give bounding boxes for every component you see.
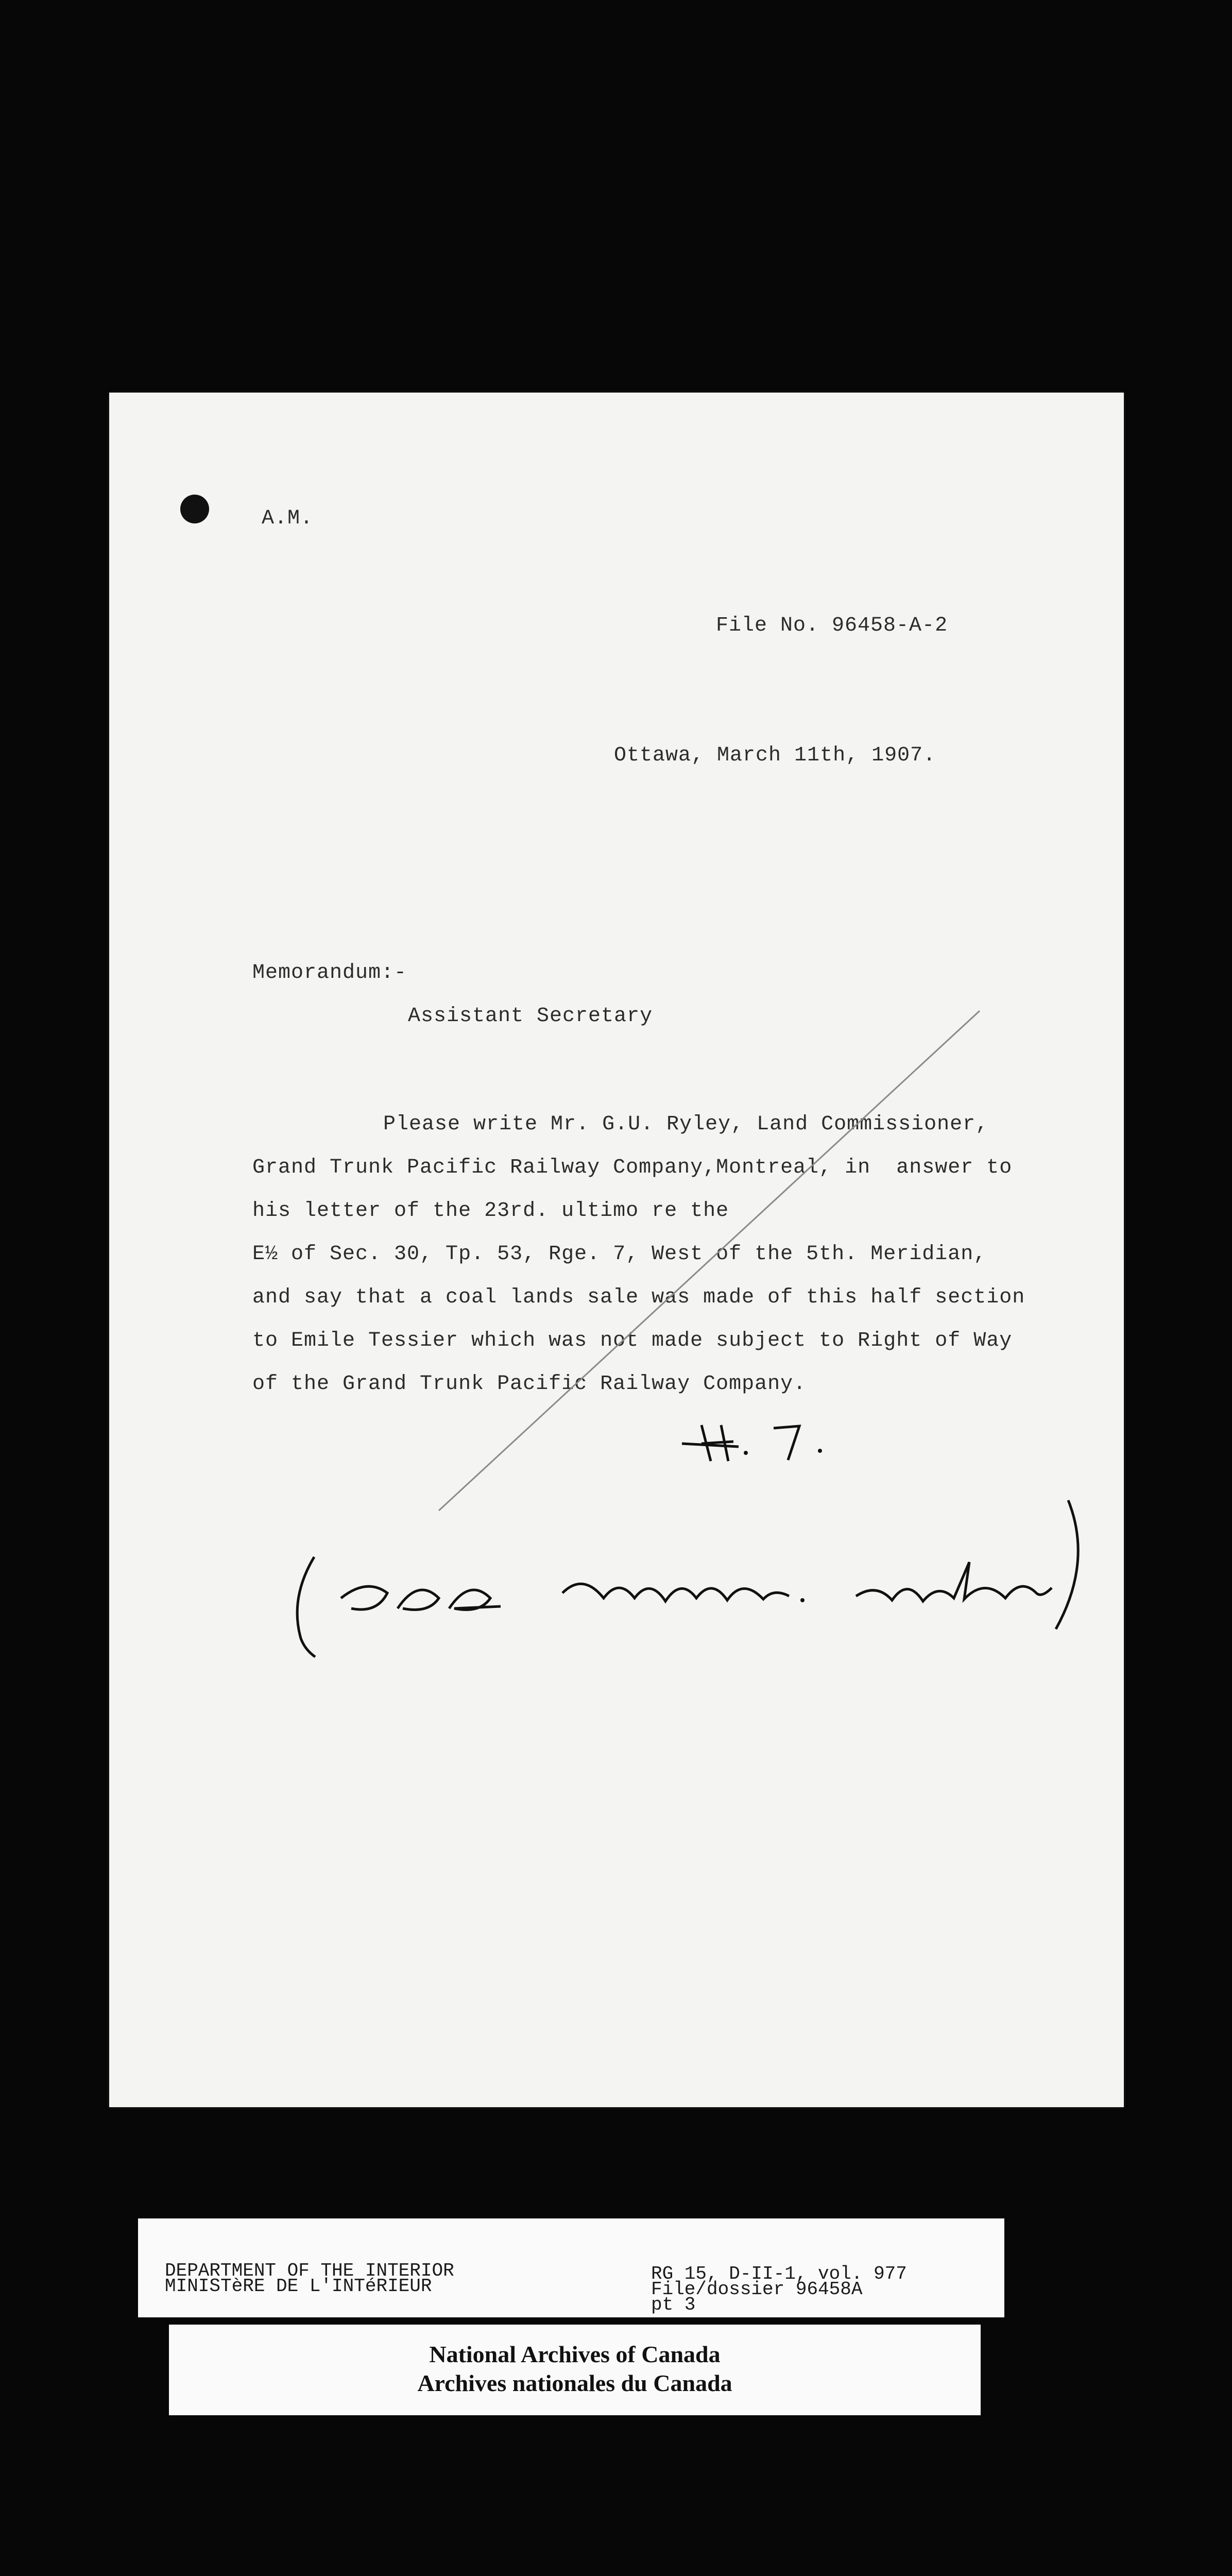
department-french: MINISTèRE DE L'INTéRIEUR (165, 2276, 432, 2297)
archive-name-english: National Archives of Canada (429, 2341, 721, 2367)
reference-line-1: RG 15, D-II-1, vol. 977 (651, 2263, 907, 2284)
body-line: Please write Mr. G.U. Ryley, Land Commissioner, (383, 1113, 989, 1136)
memo-page (109, 393, 1124, 2107)
reference-line-2: File/dossier 96458A (651, 2279, 863, 2300)
body-line: to Emile Tessier which was not made subject to Right of Way (252, 1329, 1013, 1352)
file-number: File No. 96458-A-2 (716, 614, 948, 637)
initials-header: A.M. (262, 507, 314, 530)
body-line: his letter of the 23rd. ultimo re the (252, 1199, 729, 1223)
body-line: E½ of Sec. 30, Tp. 53, Rge. 7, West of the 5th. Meridian, (252, 1243, 987, 1266)
body-line: and say that a coal lands sale was made of this half section (252, 1286, 1025, 1309)
body-line: Grand Trunk Pacific Railway Company,Montreal, in answer to (252, 1156, 1013, 1179)
body-line: of the Grand Trunk Pacific Railway Company. (252, 1372, 807, 1396)
handwritten-note-text: (see memo. under) (326, 1629, 331, 1630)
memo-addressee: Assistant Secretary (408, 1005, 653, 1028)
reference-line-3: pt 3 (651, 2294, 696, 2315)
archive-name-label (169, 2325, 981, 2415)
handwritten-note (109, 393, 1124, 2107)
department-english: DEPARTMENT OF THE INTERIOR (165, 2260, 454, 2281)
memo-heading: Memorandum:- (252, 961, 407, 985)
memo-date: Ottawa, March 11th, 1907. (614, 744, 936, 767)
archive-name-french: Archives nationales du Canada (417, 2370, 732, 2396)
archive-reference-label (138, 2218, 1004, 2317)
